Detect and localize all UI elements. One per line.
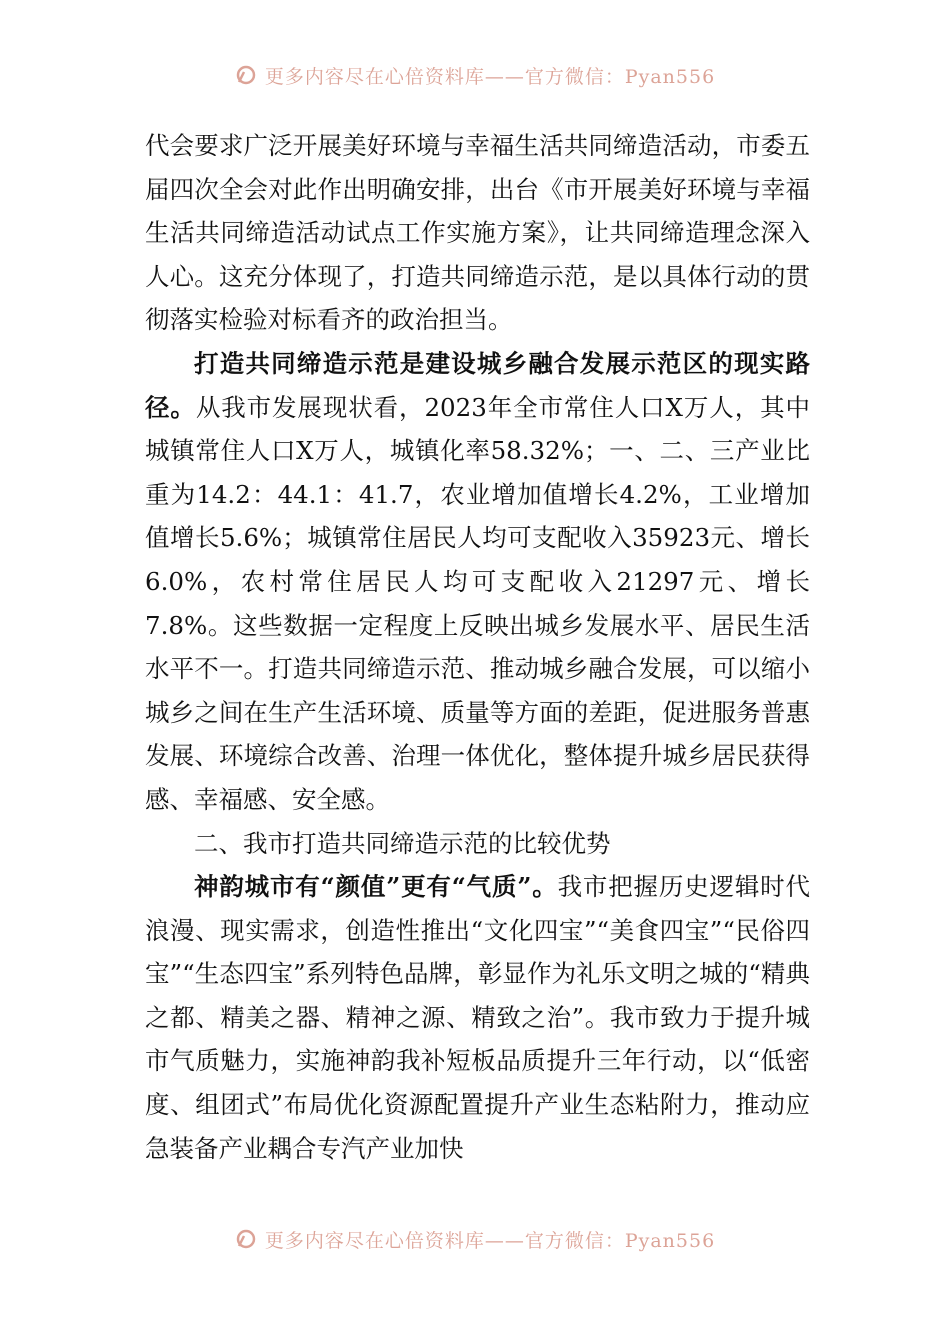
- paragraph-3-lead: 神韵城市有“颜值”更有“气质”。: [194, 872, 558, 902]
- paragraph-2-text: 从我市发展现状看，2023年全市常住人口X万人，其中城镇常住人口X万人，城镇化率58.32%；一、二、三产业比重为14.2：44.1：41.7，农业增加值增长4.2%，工业增加值增长5.6%；城镇常住居民人均可支配收入35923元、增长6.0%，农村常住居民人均可支配收入21297元、增长7.8%。这些数据一定程度上反映出城乡发展水平、居民生活水平不一。打造共同缔造示范、推动城乡融合发展，可以缩小城乡之间在生产生活环境、质量等方面的差距，促进服务普惠发展、环境综合改善、治理一体优化，整体提升城乡居民获得感、幸福感、安全感。: [145, 392, 810, 814]
- paragraph-2-lead: 打造共同缔造示范是建设城乡融合发展示范区的现实路径。: [145, 348, 810, 422]
- watermark-logo-icon: [235, 1228, 257, 1250]
- watermark-header: [0, 58, 950, 92]
- watermark-logo-icon: [235, 64, 257, 86]
- watermark-text: 更多内容尽在心倍资料库——官方微信：Pyan556: [264, 1229, 716, 1252]
- paragraph-3: [145, 865, 810, 1170]
- paragraph-1: [145, 124, 810, 342]
- section-heading: [145, 822, 810, 866]
- document-body: [145, 124, 810, 1170]
- section-heading-text: 二、我市打造共同缔造示范的比较优势: [194, 828, 611, 858]
- paragraph-3-text: 我市把握历史逻辑时代浪漫、现实需求，创造性推出“文化四宝”“美食四宝”“民俗四宝”“生态四宝”系列特色品牌，彰显作为礼乐文明之城的“精典之都、精美之器、精神之源、精致之治”。我市致力于提升城市气质魅力，实施神韵我补短板品质提升三年行动，以“低密度、组团式”布局优化资源配置提升产业生态粘附力，推动应急装备产业耦合专汽产业加快: [145, 872, 811, 1163]
- paragraph-2: [145, 342, 810, 822]
- watermark-text: 更多内容尽在心倍资料库——官方微信：Pyan556: [264, 65, 716, 88]
- paragraph-1-text: 代会要求广泛开展美好环境与幸福生活共同缔造活动，市委五届四次全会对此作出明确安排，出台《市开展美好环境与幸福生活共同缔造活动试点工作实施方案》，让共同缔造理念深入人心。这充分体现了，打造共同缔造示范，是以具体行动的贯彻落实检验对标看齐的政治担当。: [145, 131, 810, 335]
- watermark-footer: [0, 1222, 950, 1256]
